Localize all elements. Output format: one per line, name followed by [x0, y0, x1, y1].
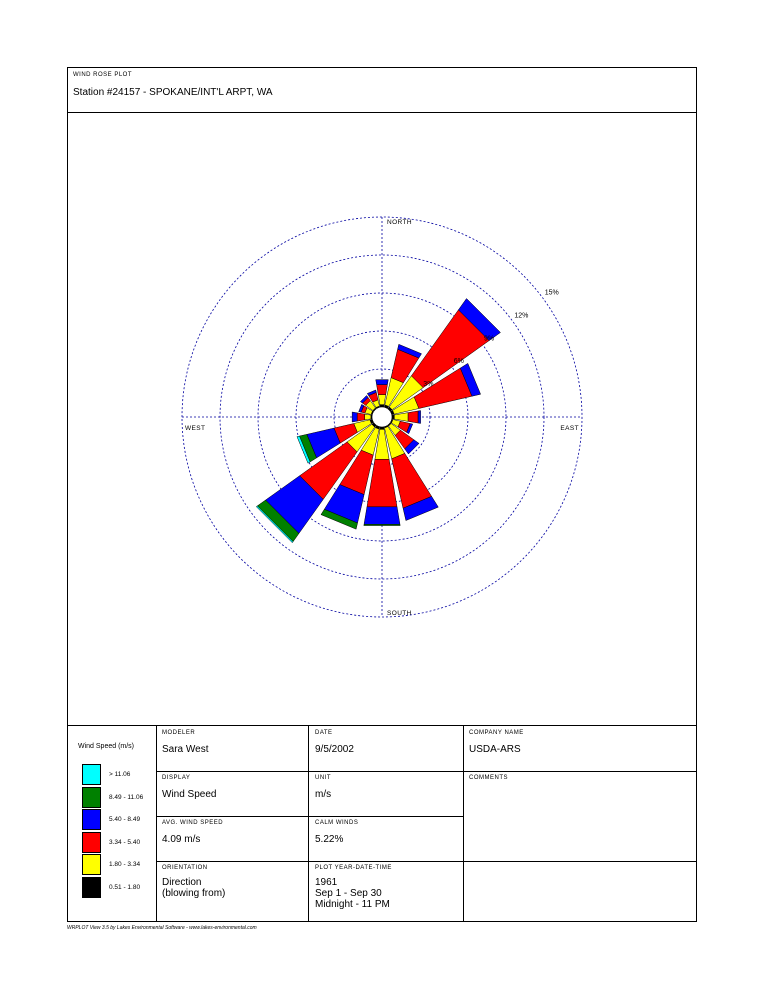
software-credit: WRPLOT View 3.5 by Lakes Environmental Software - www.lakes-environmental.com	[67, 925, 257, 931]
legend-label-3: 5.40 - 8.49	[109, 816, 141, 823]
plot-year: 1961	[315, 877, 338, 888]
legend-title: Wind Speed (m/s)	[78, 743, 135, 750]
orientation-line2: (blowing from)	[162, 888, 226, 899]
petal-S-bin-4	[364, 507, 400, 524]
legend-swatch-4	[82, 832, 101, 853]
legend-label-1: > 11.06	[109, 771, 131, 778]
date-label: DATE	[315, 730, 333, 736]
legend-label-5: 1.80 - 3.34	[109, 861, 141, 868]
petal-N-bin-3	[377, 385, 388, 395]
ring-label-5: 15%	[544, 289, 559, 297]
comments-label: COMMENTS	[469, 775, 508, 781]
ring-label-2: 6%	[453, 358, 464, 366]
display-value: Wind Speed	[162, 789, 217, 800]
legend-label-4: 3.34 - 5.40	[109, 838, 141, 846]
avg-speed-label: AVG. WIND SPEED	[162, 820, 224, 826]
company-value: USDA-ARS	[469, 744, 521, 755]
unit-label: UNIT	[315, 775, 331, 781]
petal-E-bin-4	[418, 411, 421, 424]
label-west: WEST	[185, 425, 206, 432]
plot-type-label: WIND ROSE PLOT	[73, 72, 133, 78]
petal-W-bin-4	[352, 412, 357, 422]
unit-value: m/s	[315, 789, 332, 800]
modeler-label: MODELER	[162, 730, 196, 736]
petal-E-bin-3	[408, 411, 418, 423]
ring-label-1: 3%	[423, 381, 434, 389]
orientation-line1: Direction	[162, 877, 202, 888]
label-east: EAST	[560, 425, 579, 432]
petal-N-bin-2	[378, 395, 385, 405]
plot-date-range: Sep 1 - Sep 30	[315, 888, 382, 899]
petal-W-bin-2	[365, 414, 371, 420]
calm-circle	[372, 407, 392, 427]
ring-label-3: 9%	[484, 335, 495, 343]
legend-swatch-3	[82, 809, 101, 830]
info-panel	[68, 725, 696, 923]
calm-winds-label: CALM WINDS	[315, 820, 359, 826]
orientation-label: ORIENTATION	[162, 865, 208, 871]
station-title: Station #24157 - SPOKANE/INT'L ARPT, WA	[73, 87, 273, 98]
petal-E-bin-2	[394, 413, 408, 422]
petal-S-bin-3	[367, 459, 397, 506]
legend-swatch-5	[82, 854, 101, 875]
legend-swatch-6	[82, 877, 101, 898]
ring-label-4: 12%	[514, 312, 529, 320]
label-south: SOUTH	[387, 610, 412, 617]
legend-swatch-1	[82, 764, 101, 785]
plot-time-range: Midnight - 11 PM	[315, 899, 390, 910]
calm-winds-value: 5.22%	[315, 834, 344, 845]
modeler-value: Sara West	[162, 744, 209, 755]
legend-label-6: 0.51 - 1.80	[109, 883, 141, 891]
wind-rose-frame	[67, 67, 697, 922]
display-label: DISPLAY	[162, 775, 191, 781]
petal-W-bin-3	[357, 413, 364, 421]
petal-N-bin-4	[376, 380, 389, 385]
plot-period-label: PLOT YEAR-DATE-TIME	[315, 865, 392, 871]
petal-S-bin-5	[364, 524, 400, 525]
date-value: 9/5/2002	[315, 744, 354, 755]
company-label: COMPANY NAME	[469, 730, 524, 736]
legend-label-2: 8.49 - 11.06	[109, 793, 144, 801]
plot-header	[68, 68, 696, 113]
avg-speed-value: 4.09 m/s	[162, 834, 201, 845]
wind-rose-chart	[68, 112, 696, 724]
legend-swatch-2	[82, 787, 101, 808]
label-north: NORTH	[387, 219, 412, 226]
